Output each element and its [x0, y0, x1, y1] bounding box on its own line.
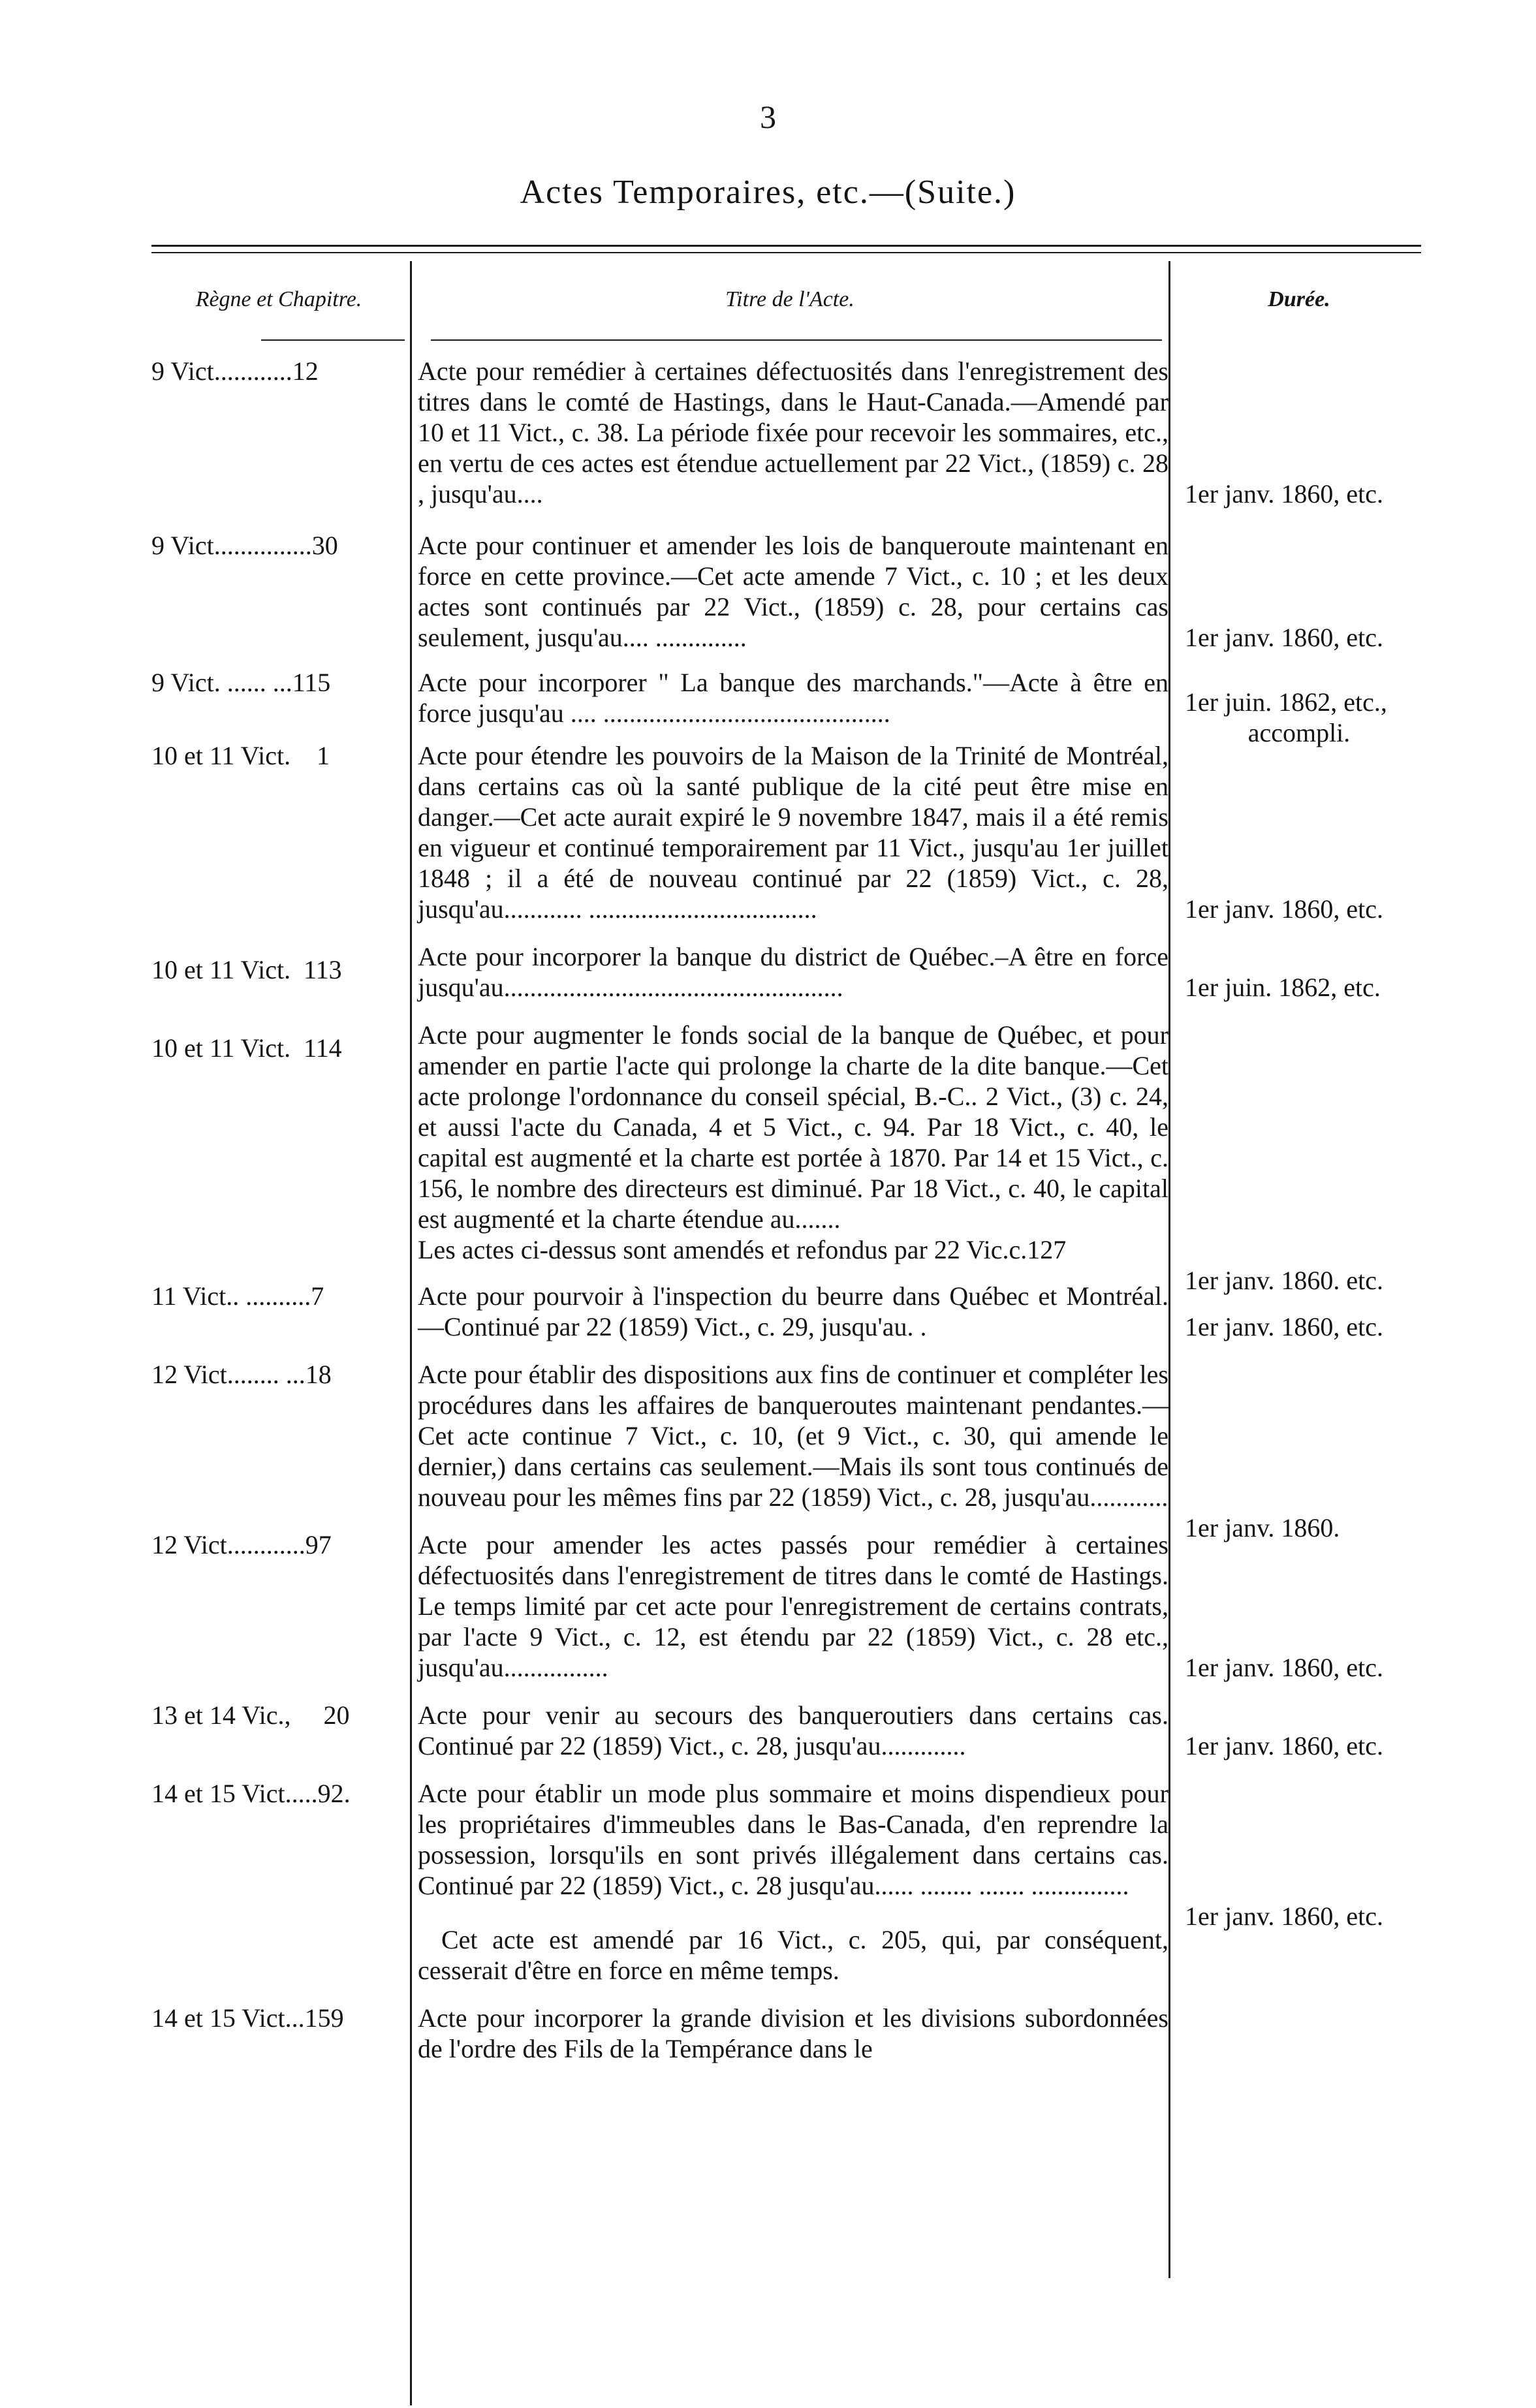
regne-chapitre: 10 et 11 Vict. 113 [151, 955, 342, 984]
column-header-regne: Règne et Chapitre. [195, 287, 362, 311]
regne-chapitre: 10 et 11 Vict. 114 [151, 1033, 342, 1063]
table-row [0, 740, 1536, 924]
duree: 1er janv. 1860, etc. [1185, 623, 1383, 652]
duree-note: accompli. [1247, 718, 1351, 747]
table-row [0, 1359, 1536, 1542]
regne-chapitre: 10 et 11 Vict. 1 [151, 741, 330, 770]
duree: 1er juin. 1862, etc. [1185, 973, 1381, 1002]
duree [1185, 687, 1472, 748]
page-title: Actes Temporaires, etc.—(Suite.) [520, 174, 1016, 211]
titre-acte: Acte pour venir au secours des banqueroutiers dans certains cas. Continué par 22 (1859) Vict., c. 28, jusqu'au............. [418, 1700, 1168, 1760]
duree: 1er janv. 1860. [1185, 1513, 1340, 1542]
titre-acte: Acte pour pourvoir à l'inspection du beurre dans Québec et Montréal.—Continué par 22 (1859) Vict., c. 29, jusqu'au. . [418, 1281, 1168, 1341]
duree: 1er janv. 1860. etc. [1185, 1266, 1383, 1295]
titre-acte: Acte pour incorporer la banque du district de Québec.–A être en force jusqu'au.................................................... [418, 942, 1168, 1002]
regne-chapitre: 9 Vict............12 [151, 356, 319, 386]
column-header-titre: Titre de l'Acte. [725, 287, 854, 311]
table-row [0, 667, 1536, 747]
table-row [0, 1020, 1536, 1295]
column-header-duree: Durée. [1268, 287, 1330, 311]
header-rule-top [151, 245, 1421, 247]
titre-acte: Acte pour incorporer " La banque des marchands."—Acte à être en force jusqu'au .... ............................................ [418, 668, 1168, 728]
header-rule-titre [431, 339, 1162, 341]
page-number: 3 [760, 99, 776, 135]
duree: 1er janv. 1860, etc. [1185, 1312, 1383, 1341]
acts-table [0, 356, 1536, 2064]
titre-acte: Acte pour étendre les pouvoirs de la Maison de la Trinité de Montréal, dans certains cas où la santé publique de la cité peut être mise en danger.—Cet acte aurait expiré le 9 novembre 1847, mais il a été remis en vigueur et continué temporairement par 11 Vict., jusqu'au 1er juillet 1848 ; il a été de nouveau continué par 22 (1859) Vict., c. 28, jusqu'au............ ................................... [418, 741, 1168, 924]
titre-note: Cet acte est amendé par 16 Vict., c. 205, qui, par conséquent, cesserait d'être en force en même temps. [418, 1925, 1168, 1985]
titre-acte: Acte pour établir des dispositions aux fins de continuer et compléter les procédures dans les affaires de banqueroutes maintenant pendantes.—Cet acte continue 7 Vict., c. 10, (et 9 Vict., c. 30, qui amende le dernier,) dans certains cas seulement.—Mais ils sont tous continués de nouveau pour les mêmes fins par 22 (1859) Vict., c. 28, jusqu'au............ [418, 1360, 1168, 1512]
regne-chapitre: 9 Vict...............30 [151, 531, 338, 560]
table-row [0, 356, 1536, 509]
regne-chapitre: 14 et 15 Vict...159 [151, 2003, 344, 2033]
table-row [0, 530, 1536, 653]
table-row [0, 1281, 1536, 1342]
titre-acte: Acte pour continuer et amender les lois de banqueroute maintenant en force en cette province.—Cet acte amende 7 Vict., c. 10 ; et les deux actes sont continués par 22 Vict., (1859) c. 28, pour certains cas seulement, jusqu'au.... .............. [418, 531, 1168, 652]
duree: 1er janv. 1860, etc. [1185, 479, 1383, 508]
table-row [0, 1778, 1536, 1986]
titre-note: Les actes ci-dessus sont amendés et refondus par 22 Vic.c.127 [418, 1235, 1067, 1264]
header-rule-second [151, 252, 1421, 253]
titre-acte: Acte pour remédier à certaines défectuosités dans l'enregistrement des titres dans le comté de Hastings, dans le Haut-Canada.—Amendé par 10 et 11 Vict., c. 38. La période fixée pour recevoir les sommaires, etc., en vertu de ces actes est étendue actuellement par 22 Vict., (1859) c. 28 , jusqu'au.... [418, 356, 1168, 508]
duree: 1er janv. 1860, etc. [1185, 894, 1383, 924]
regne-chapitre: 14 et 15 Vict.....92. [151, 1779, 351, 1808]
regne-chapitre: 13 et 14 Vic., 20 [151, 1700, 350, 1730]
duree: 1er janv. 1860, etc. [1185, 1901, 1383, 1931]
table-row [0, 2003, 1536, 2064]
regne-chapitre: 11 Vict.. ..........7 [151, 1281, 324, 1311]
titre-acte-block [418, 1778, 1168, 1986]
titre-acte: Acte pour augmenter le fonds social de la banque de Québec, et pour amender en partie l'acte qui prolonge la charte de la dite banque.—Cet acte prolonge l'ordonnance du conseil spécial, B.-C.. 2 Vict., (3) c. 24, et aussi l'acte du Canada, 4 et 5 Vict., c. 94. Par 18 Vict., c. 40, le capital est augmenté et la charte est portée à 1870. Par 14 et 15 Vict., c. 156, le nombre des directeurs est diminué. Par 18 Vict., c. 40, le capital est augmenté et la charte étendue au....... [418, 1020, 1168, 1234]
table-row [0, 941, 1536, 1003]
titre-acte: Acte pour amender les actes passés pour remédier à certaines défectuosités dans l'enregistrement de titres dans le comté de Hastings. Le temps limité par cet acte pour l'enregistrement de certains contrats, par l'acte 9 Vict., c. 12, est étendu par 22 (1859) Vict., c. 28 etc., jusqu'au................ [418, 1530, 1168, 1682]
regne-chapitre: 12 Vict............97 [151, 1530, 332, 1559]
header-rule-regne [261, 339, 405, 341]
duree-date: 1er juin. 1862, etc., [1185, 687, 1387, 717]
titre-acte-block [418, 1020, 1168, 1265]
table-row [0, 1700, 1536, 1761]
titre-acte: Acte pour établir un mode plus sommaire et moins dispendieux pour les propriétaires d'immeubles dans le Bas-Canada, d'en reprendre la possession, lorsqu'ils en sont privés illégalement dans certains cas. Continué par 22 (1859) Vict., c. 28 jusqu'au...... ........ ....... ............... [418, 1779, 1168, 1900]
duree: 1er janv. 1860, etc. [1185, 1653, 1383, 1682]
titre-acte: Acte pour incorporer la grande division et les divisions subordonnées de l'ordre des Fils de la Tempérance dans le [418, 2003, 1168, 2063]
duree: 1er janv. 1860, etc. [1185, 1731, 1383, 1760]
regne-chapitre: 12 Vict........ ...18 [151, 1360, 332, 1389]
regne-chapitre: 9 Vict. ...... ...115 [151, 668, 331, 697]
table-row [0, 1529, 1536, 1683]
